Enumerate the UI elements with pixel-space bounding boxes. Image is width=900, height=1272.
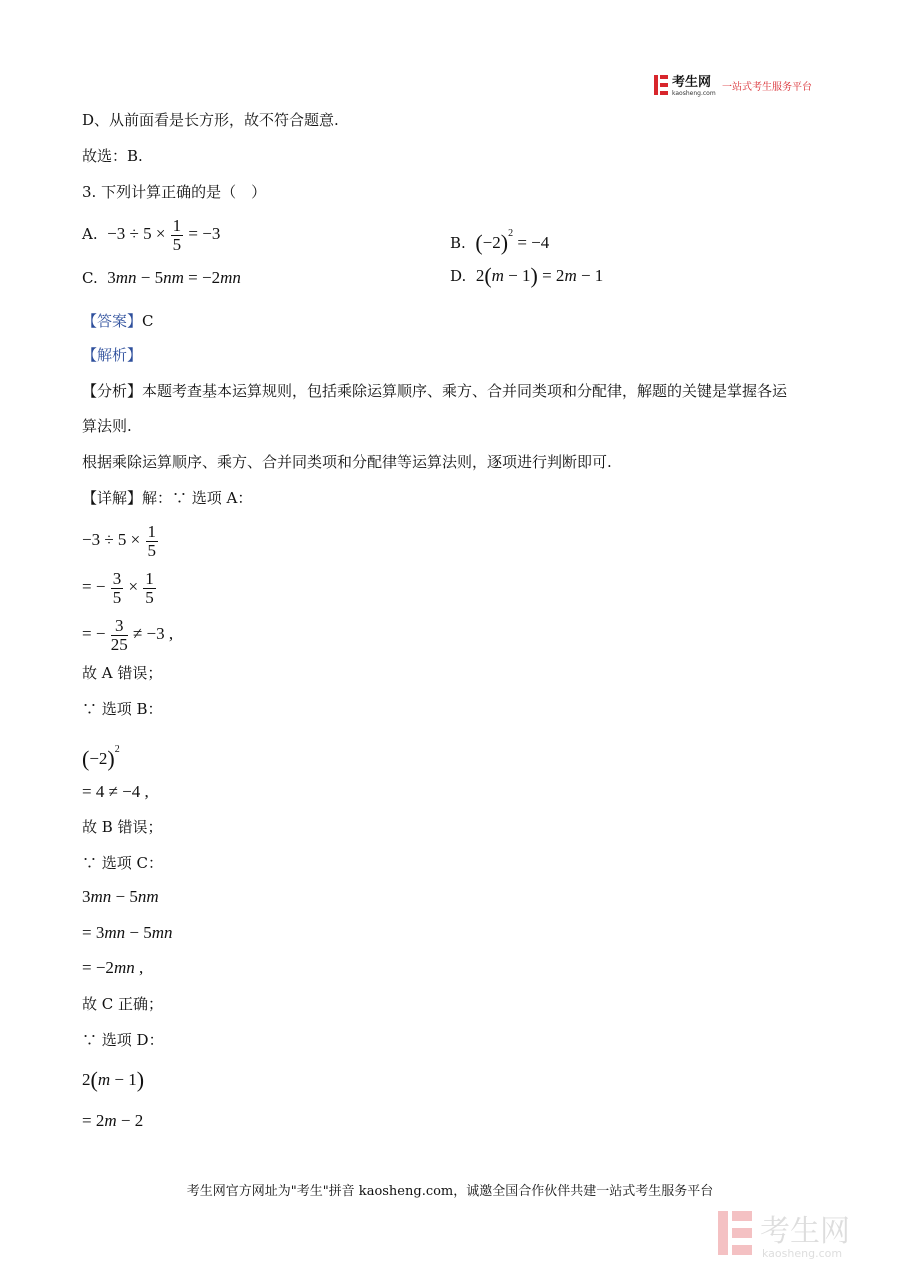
option-b-expr: $(-2)^2 = -4$ (475, 228, 550, 255)
logo-text: 考生网 (672, 75, 712, 90)
option-c-label: C. (82, 269, 98, 287)
d-step-2: = 2m − 2 (82, 1111, 144, 1130)
detail-start: 解：∵ 选项 A： (142, 489, 253, 507)
footer-text: 考生网官方网址为"考生"拼音 kaosheng.com，诚邀全国合作伙伴共建一站式考生服务平台 (186, 1184, 714, 1199)
kaosheng-watermark-icon (716, 1207, 896, 1263)
answer-tag: 【答案】 (82, 312, 143, 330)
option-c-expr: 3mn − 5nm = −2mn (107, 268, 241, 287)
fenxi-line-2: 算法则. (82, 417, 132, 435)
b-wrong: 故 B 错误； (82, 818, 163, 836)
option-b (450, 212, 549, 256)
b-step-1: $(-2)^2$ (82, 744, 120, 771)
option-b-label: B. (450, 234, 466, 252)
header-logo (652, 72, 852, 98)
fenxi-tag: 【分析】 (82, 382, 143, 400)
answer-value: C (142, 312, 154, 330)
watermark-text: 考生网 (760, 1214, 850, 1249)
watermark-sub: kaosheng.com (762, 1247, 843, 1260)
option-a-expr: −3 ÷ 5 × $\frac{1}{5}$ = −3 (107, 215, 221, 254)
line-d-option-explanation: D、从前面看是长方形，故不符合题意. (82, 111, 339, 129)
detail-tag: 【详解】 (82, 489, 143, 507)
kaosheng-logo-icon (652, 72, 852, 98)
d-step-1: 2(m − 1) (82, 1067, 145, 1092)
watermark-logo (716, 1207, 896, 1263)
b-step-2: = 4 ≠ −4 , (82, 782, 149, 801)
b-start: ∵ 选项 B： (82, 700, 163, 718)
line-choose-b: 故选：B. (82, 147, 143, 165)
c-right: 故 C 正确； (82, 995, 164, 1013)
c-step-1: 3mn − 5nm (82, 887, 159, 906)
a-step-1: −3 ÷ 5 × $\frac{1}{5}$ (82, 521, 157, 560)
c-step-2: = 3mn − 5mn (82, 923, 173, 942)
a-step-3: = − $\frac{3}{25}$ ≠ −3 , (82, 615, 174, 654)
c-step-3: = −2mn , (82, 958, 144, 977)
option-d-expr: 2(m − 1) = 2m − 1 (475, 263, 604, 288)
fenxi-line-1 (82, 381, 787, 401)
a-wrong: 故 A 错误； (82, 664, 163, 682)
answer-line (82, 311, 154, 331)
logo-sub: kaosheng.com (672, 90, 716, 97)
option-a-label: A. (82, 225, 98, 243)
analysis-tag: 【解析】 (82, 346, 143, 364)
option-d-label: D. (450, 267, 467, 285)
a-step-2: = − $\frac{3}{5}$ × $\frac{1}{5}$ (82, 568, 154, 607)
d-start: ∵ 选项 D： (82, 1031, 164, 1049)
detail-line (82, 488, 252, 508)
option-c (82, 268, 241, 288)
fenxi-text-1: 本题考查基本运算规则，包括乘除运算顺序、乘方、合并同类项和分配律，解题的关键是掌握各运 (142, 382, 788, 400)
slogan: 一站式考生服务平台 (722, 82, 812, 93)
c-start: ∵ 选项 C： (82, 854, 164, 872)
basis-line: 根据乘除运算顺序、乘方、合并同类项和分配律等运算法则，逐项进行判断即可. (82, 453, 612, 471)
option-a (82, 212, 220, 256)
question-3: 3. 下列计算正确的是（ ） (82, 183, 267, 201)
option-d (450, 263, 604, 288)
